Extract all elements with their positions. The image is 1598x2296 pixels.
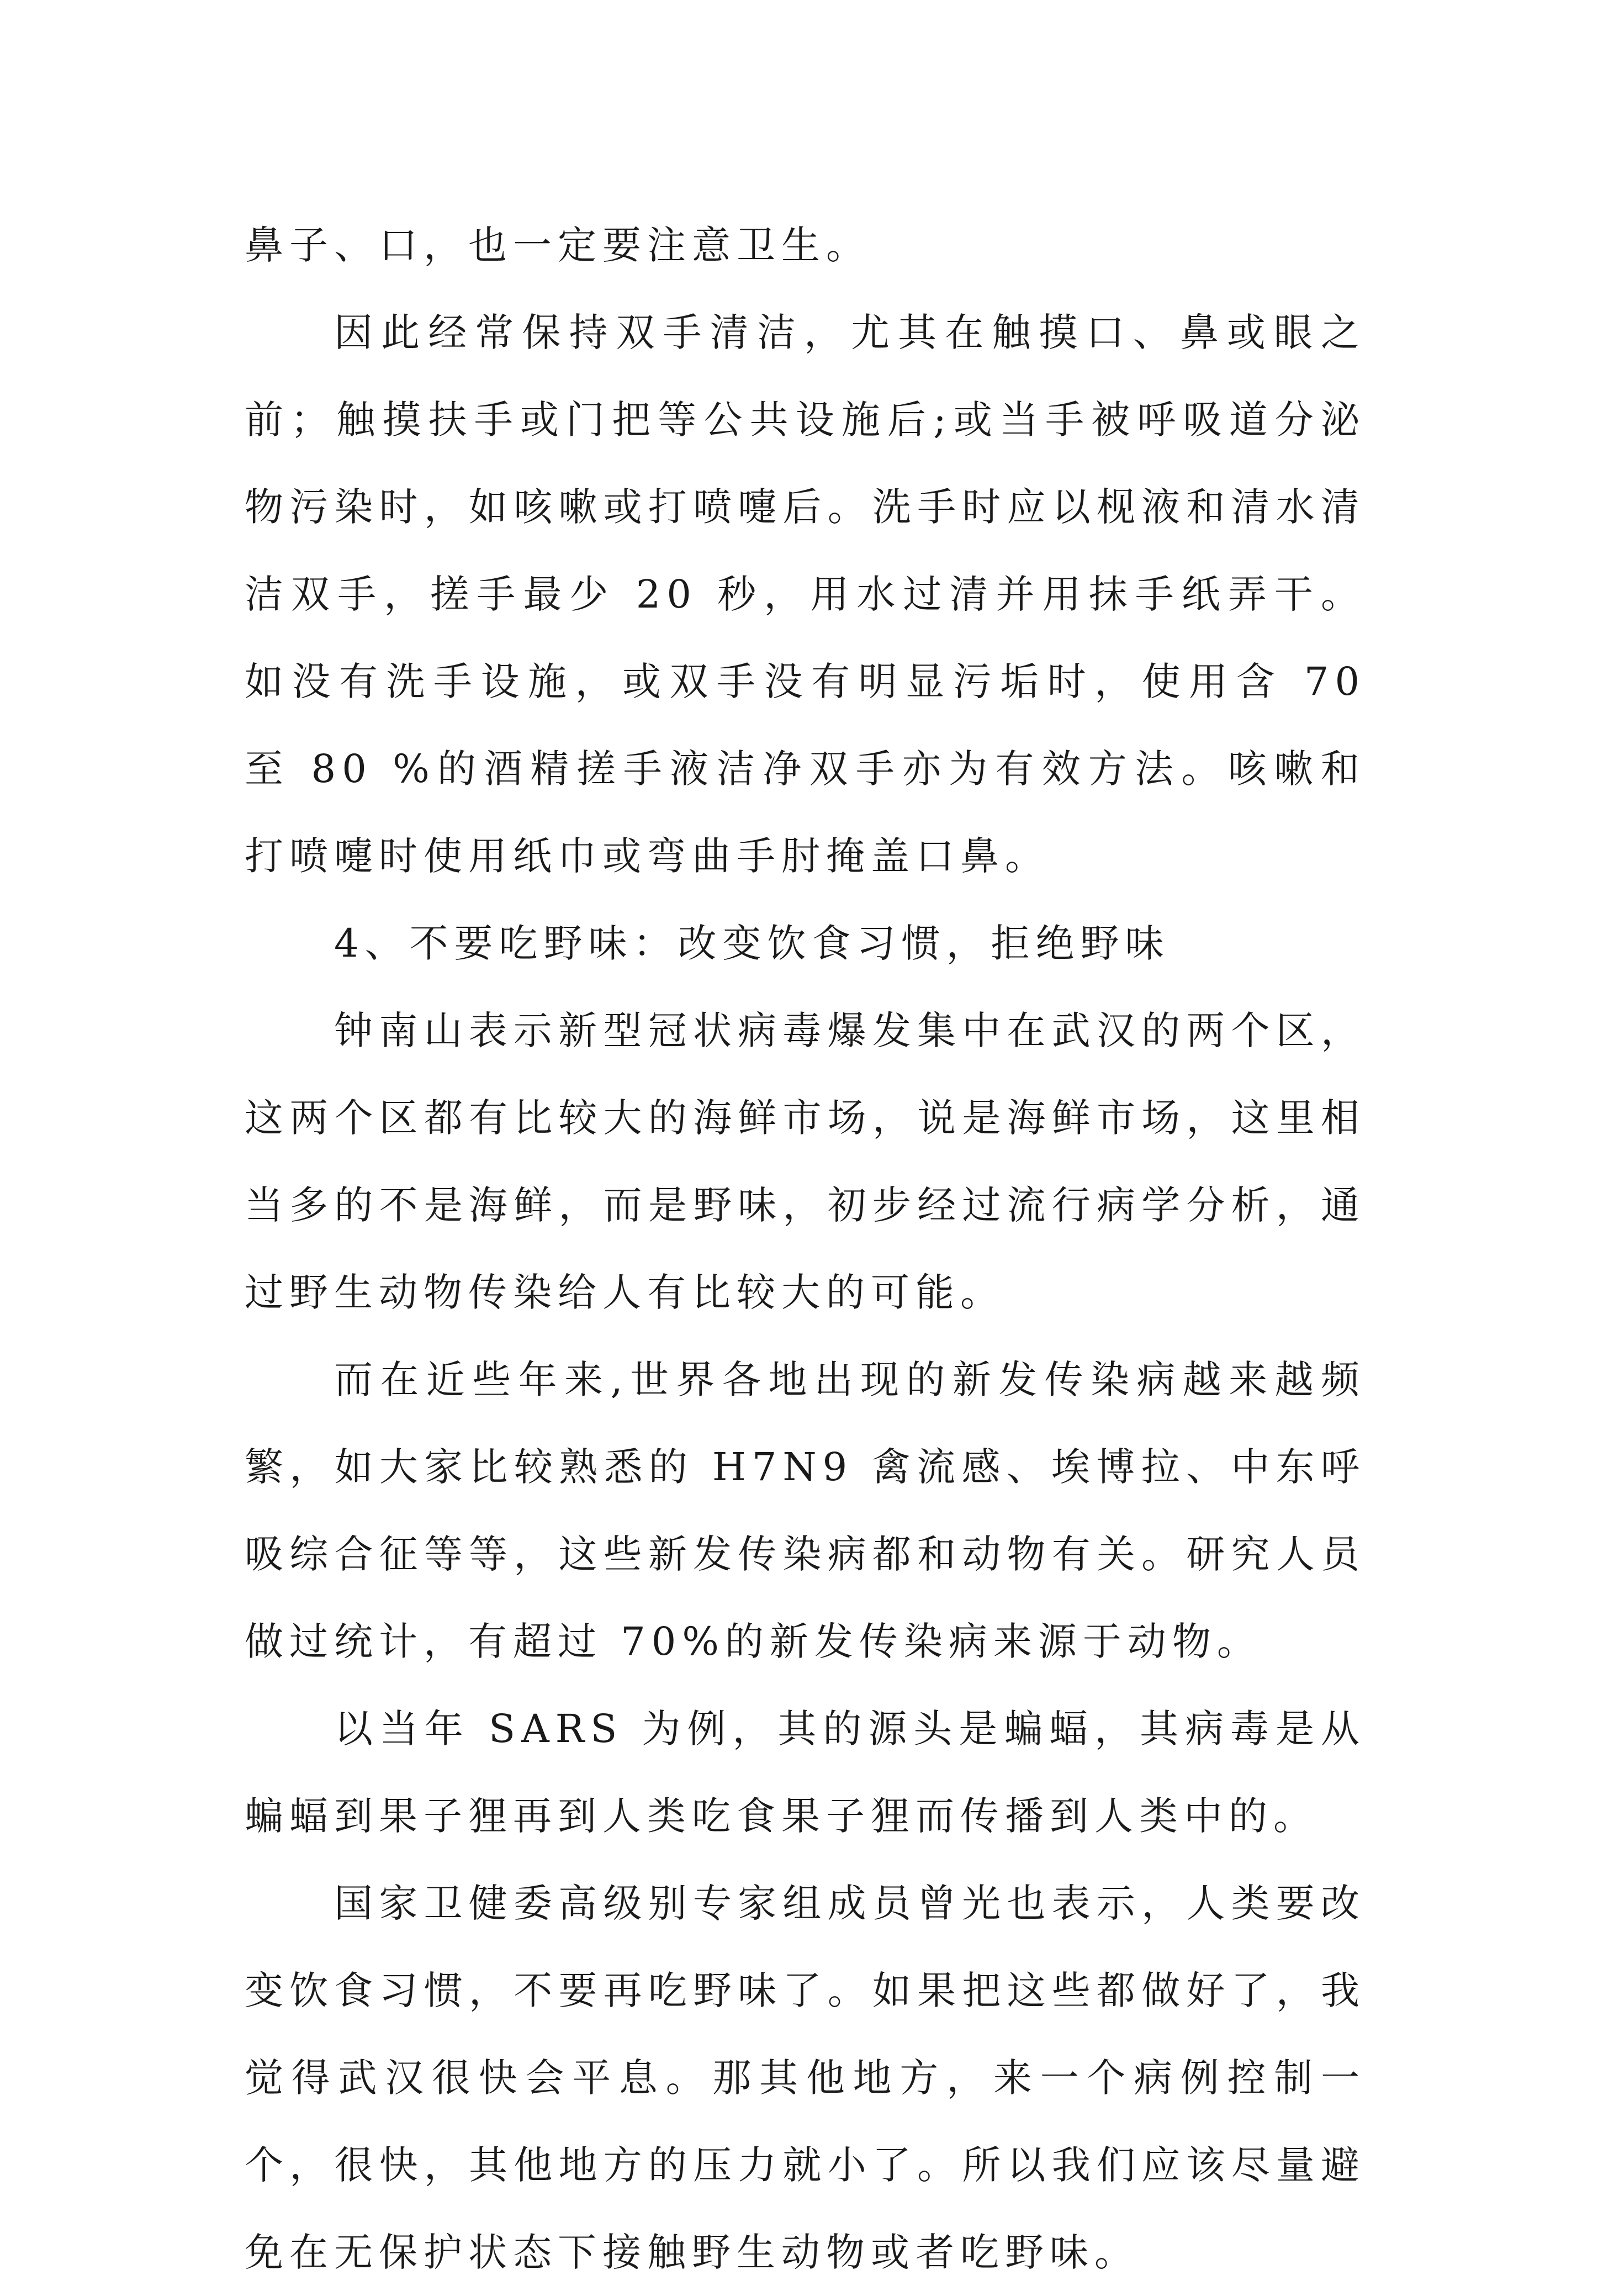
paragraph-zhong-nanshan: 钟南山表示新型冠状病毒爆发集中在武汉的两个区，这两个区都有比较大的海鲜市场，说是海鲜市场，这里相当多的不是海鲜，而是野味，初步经过流行病学分析，通过野生动物传染给人有比较大的可能。 — [245, 1008, 1366, 1315]
section-heading-no-wild-game: 4、不要吃野味：改变饮食习惯，拒绝野味 — [334, 921, 1170, 966]
paragraph-continuation: 鼻子、口，也一定要注意卫生。 — [245, 223, 871, 268]
paragraph-hand-hygiene: 因此经常保持双手清洁，尤其在触摸口、鼻或眼之前；触摸扶手或门把等公共设施后;或当手被呼吸道分泌物污染时，如咳嗽或打喷嚏后。洗手时应以枧液和清水清洁双手，搓手最少 20 秒，用水过清并用抹手纸弄干。如没有洗手设施，或双手没有明显污垢时，使用含 70 至 80 %的酒精搓手液洁净双手亦为有效方法。咳嗽和打喷嚏时使用纸巾或弯曲手肘掩盖口鼻。 — [245, 310, 1366, 879]
paragraph-emerging-diseases: 而在近些年来,世界各地出现的新发传染病越来越频繁，如大家比较熟悉的 H7N9 禽流感、埃博拉、中东呼吸综合征等等，这些新发传染病都和动物有关。研究人员做过统计，有超过 70%的新发传染病来源于动物。 — [245, 1357, 1366, 1664]
paragraph-sars-example: 以当年 SARS 为例，其的源头是蝙蝠，其病毒是从蝙蝠到果子狸再到人类吃食果子狸而传播到人类中的。 — [245, 1706, 1366, 1839]
paragraph-zeng-guang: 国家卫健委高级别专家组成员曾光也表示，人类要改变饮食习惯，不要再吃野味了。如果把这些都做好了，我觉得武汉很快会平息。那其他地方，来一个病例控制一个，很快，其他地方的压力就小了。所以我们应该尽量避免在无保护状态下接触野生动物或者吃野味。 — [245, 1881, 1366, 2275]
document-body — [245, 202, 1366, 2296]
